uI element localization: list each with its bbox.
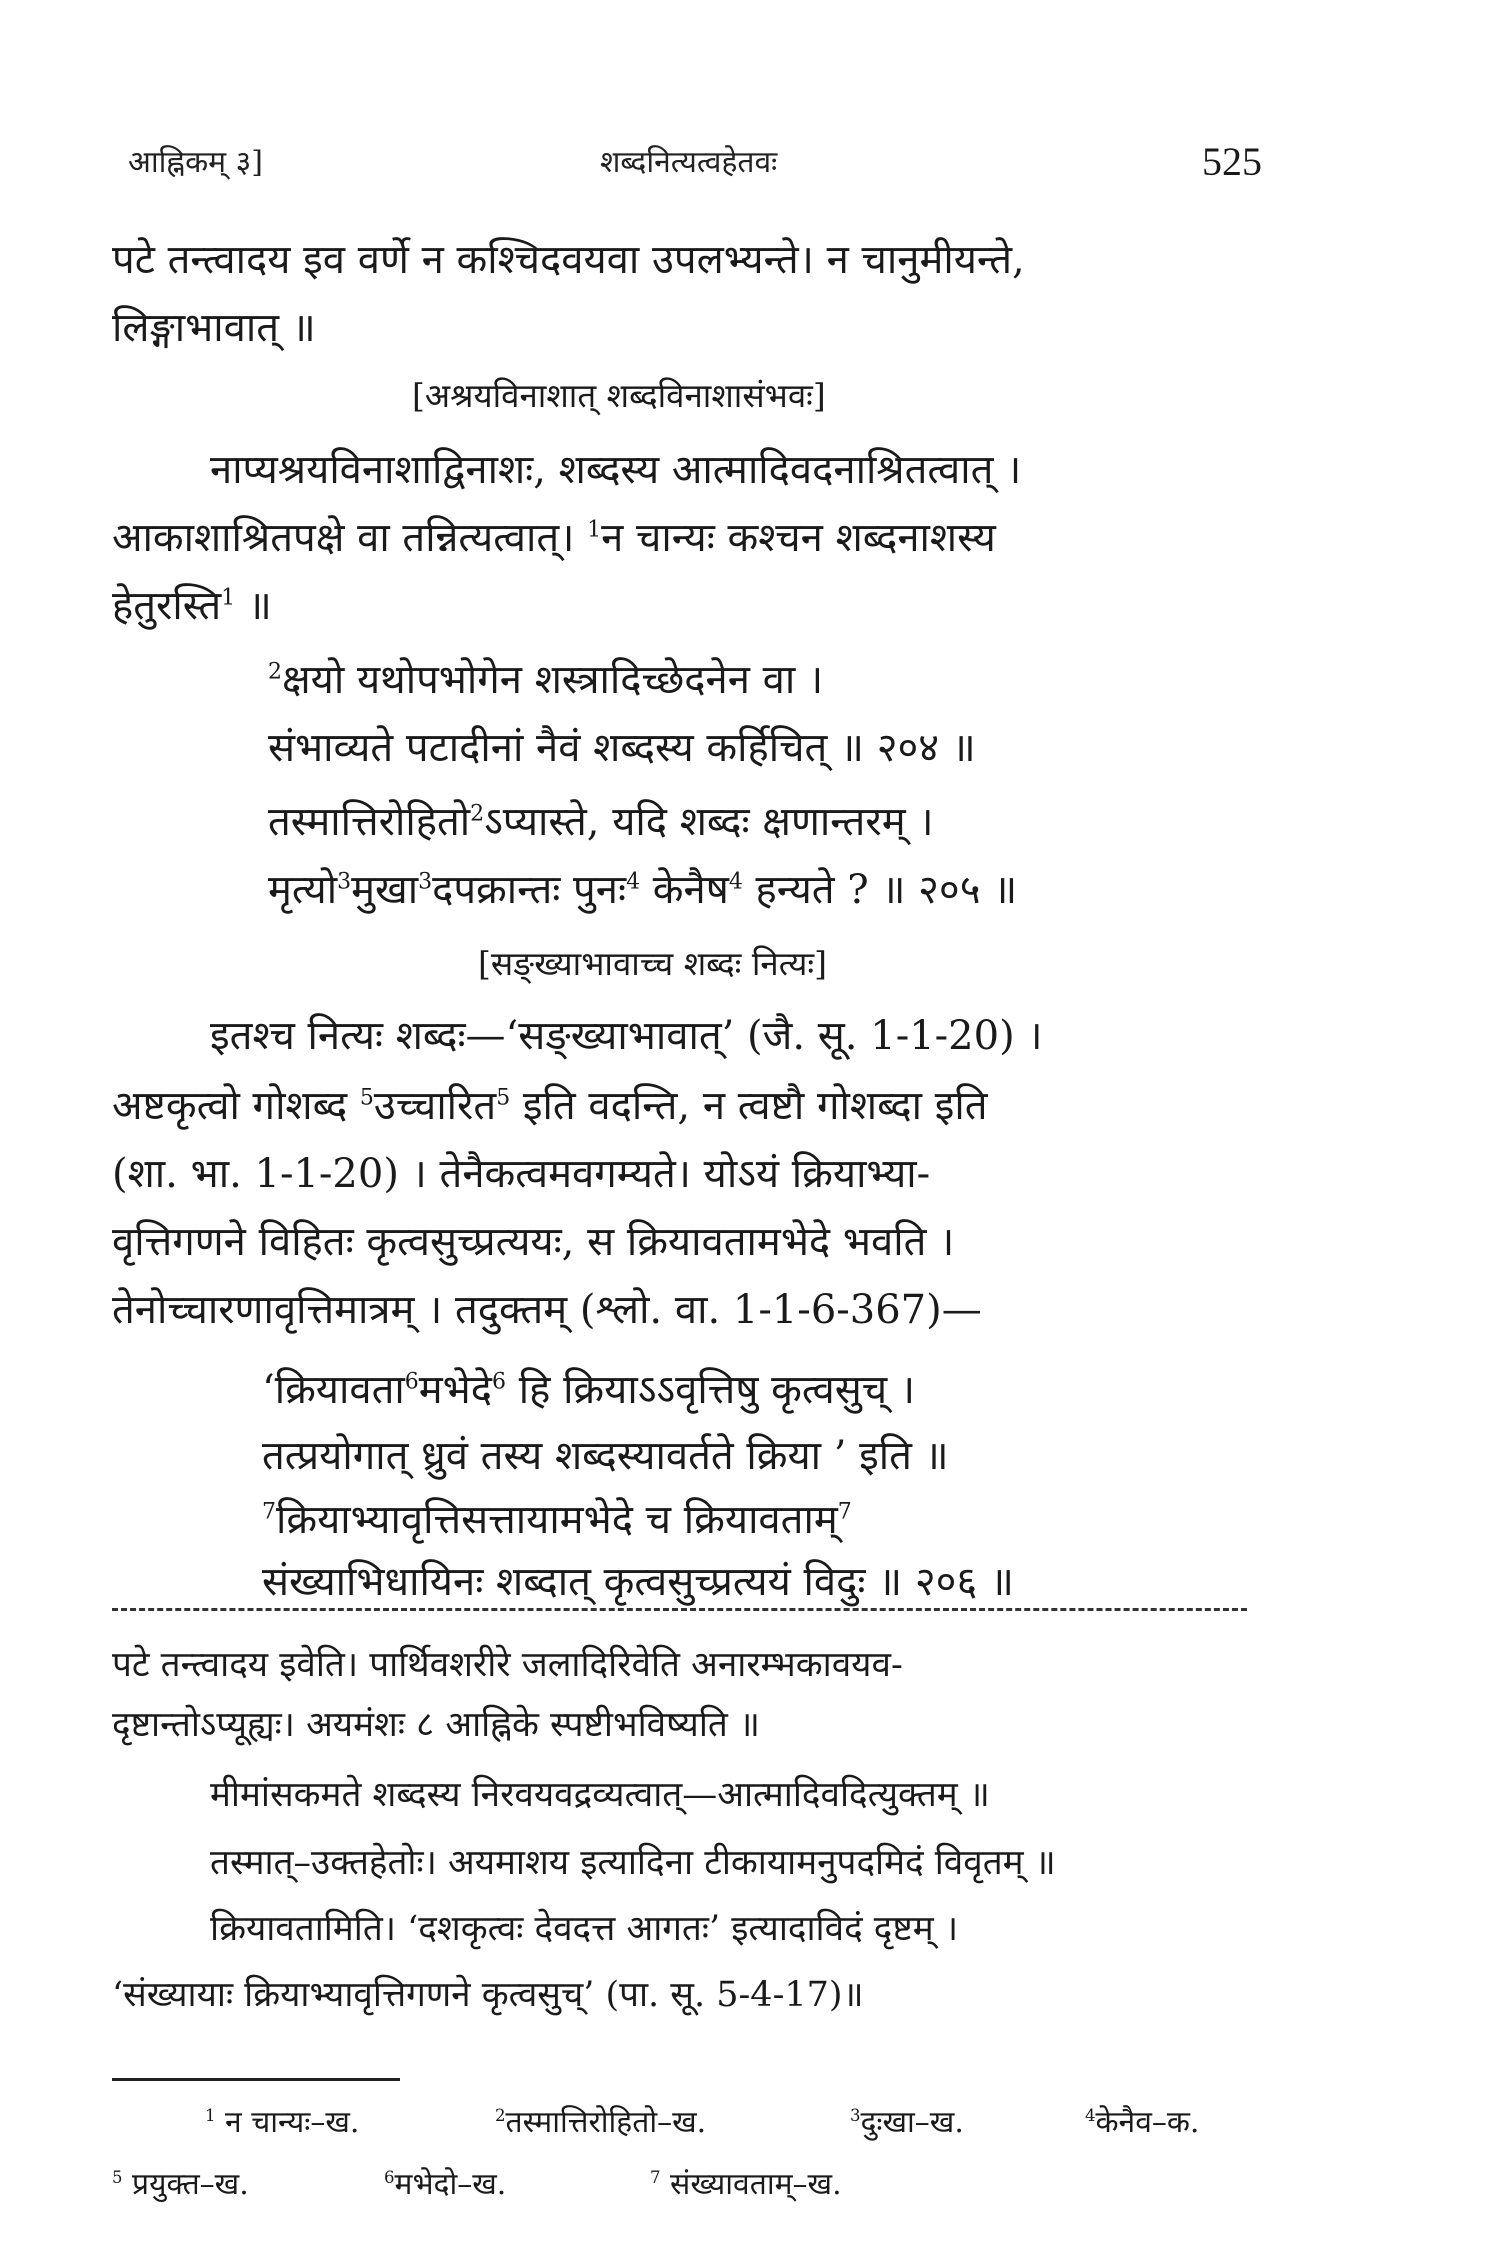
verse-line: तस्मात्तिरोहितो$^2$ऽप्यास्ते, यदि शब्दः क्षणान्तरम् । xyxy=(268,799,934,845)
footnote-marker: 2 xyxy=(470,801,485,827)
commentary-line: ‘संख्यायाः क्रियाभ्यावृत्तिगणने कृत्वसुच्’ (पा. सू. 5-4-17)॥ xyxy=(112,1975,864,2015)
footnote-marker: 5 xyxy=(496,1085,511,1111)
body-line: (शा. भा. 1-1-20) । तेनैकत्वमवगम्यते। योऽयं क्रियाभ्या- xyxy=(112,1151,931,1197)
footnote-marker: 3 xyxy=(337,869,352,895)
commentary-line: दृष्टान्तोऽप्यूह्यः। अयमंशः ८ आह्निके स्पष्टीभविष्यति ॥ xyxy=(112,1705,760,1745)
page-number: 525 xyxy=(1202,139,1262,184)
verse-line: मृत्यो$^3$मुखा$^3$दपक्रान्तः पुनः$^4$ केनैष$^4$ हन्यते ? ॥ २०५ ॥ xyxy=(268,867,1018,913)
footnote-marker: 6 xyxy=(404,1369,419,1395)
running-header-left: आह्निकम् ३] xyxy=(128,145,263,180)
footnote: $^4$केनैव–क. xyxy=(1085,2105,1200,2140)
footnote-marker: 4 xyxy=(728,869,743,895)
body-line: पटे तन्त्वादय इव वर्णे न कश्चिदवयवा उपलभ्यन्ते। न चानुमीयन्ते, xyxy=(112,237,1025,283)
verse-line: $^2$क्षयो यथोपभोगेन शस्त्रादिच्छेदनेन वा । xyxy=(268,657,824,703)
body-line: इतश्च नित्यः शब्दः—‘सङ्ख्याभावात्’ (जै. सू. 1-1-20) । xyxy=(210,1013,1043,1059)
verse-line: तत्प्रयोगात् ध्रुवं तस्य शब्दस्यावर्तते क्रिया ’ इति ॥ xyxy=(262,1433,949,1479)
footnote: $^7$ संख्यावताम्–ख. xyxy=(650,2167,842,2202)
commentary-divider xyxy=(112,1608,1247,1611)
footnote-marker: 1 xyxy=(587,517,602,543)
commentary-line: क्रियावतामिति। ‘दशकृत्वः देवदत्त आगतः’ इत्यादाविदं दृष्टम् । xyxy=(210,1909,959,1949)
body-line: आकाशाश्रितपक्षे वा तन्नित्यत्वात्। $^1$न चान्यः कश्चन शब्दनाशस्य xyxy=(112,515,996,561)
commentary-line: पटे तन्त्वादय इवेति। पार्थिवशरीरे जलादिरिवेति अनारम्भकावयव- xyxy=(112,1645,903,1685)
body-line: वृत्तिगणने विहितः कृत्वसुच्प्रत्ययः, स क्रियावतामभेदे भवति । xyxy=(112,1219,955,1265)
verse-line: ‘क्रियावता$^6$मभेदे$^6$ हि क्रियाऽऽवृत्तिषु कृत्वसुच् । xyxy=(262,1367,916,1413)
footnote-marker: 3 xyxy=(418,869,433,895)
verse-line: $^7$क्रियाभ्यावृत्तिसत्तायामभेदे च क्रियावताम्$^7$ xyxy=(262,1497,852,1543)
section-heading: [सङ्ख्याभावाच्च शब्दः नित्यः] xyxy=(478,944,827,983)
body-line: हेतुरस्ति$^1$ ॥ xyxy=(112,583,272,629)
footnote-marker: 7 xyxy=(262,1499,276,1525)
footnote: $^1$ न चान्यः–ख. xyxy=(205,2105,360,2140)
section-heading: [अश्रयविनाशात् शब्दविनाशासंभवः] xyxy=(412,376,826,415)
footnote-marker: 6 xyxy=(492,1369,507,1395)
footnote: $^2$तस्मात्तिरोहितो–ख. xyxy=(495,2105,707,2140)
footnote-marker: 5 xyxy=(359,1085,374,1111)
footnote-marker: 4 xyxy=(626,869,641,895)
footnote: $^6$मभेदो–ख. xyxy=(384,2167,507,2202)
body-line: नाप्यश्रयविनाशाद्विनाशः, शब्दस्य आत्मादिवदनाश्रितत्वात् । xyxy=(210,447,1022,493)
verse-line: संख्याभिधायिनः शब्दात् कृत्वसुच्प्रत्ययं विदुः ॥ २०६ ॥ xyxy=(262,1559,1014,1605)
body-line: अष्टकृत्वो गोशब्द $^5$उच्चारित$^5$ इति वदन्ति, न त्वष्टौ गोशब्दा इति xyxy=(112,1083,988,1129)
body-line: लिङ्गाभावात् ॥ xyxy=(112,305,316,351)
commentary-line: तस्मात्–उक्तहेतोः। अयमाशय इत्यादिना टीकायामनुपदमिदं विवृतम् ॥ xyxy=(210,1843,1056,1883)
footnote: $^5$ प्रयुक्त–ख. xyxy=(112,2167,249,2202)
footnote-marker: 7 xyxy=(837,1499,852,1525)
footnote-marker: 2 xyxy=(268,659,282,685)
running-header-title: शब्दनित्यत्वहेतवः xyxy=(600,145,778,180)
body-line: तेनोच्चारणावृत्तिमात्रम् । तदुक्तम् (श्लो. वा. 1-1-6-367)— xyxy=(112,1287,982,1333)
commentary-line: मीमांसकमते शब्दस्य निरवयवद्रव्यत्वात्—आत्मादिवदित्युक्तम् ॥ xyxy=(210,1775,990,1815)
footnote: $^3$दुःखा–ख. xyxy=(850,2105,964,2140)
footnote-marker: 1 xyxy=(221,585,236,611)
verse-line: संभाव्यते पटादीनां नैवं शब्दस्य कर्हिचित् ॥ २०४ ॥ xyxy=(268,725,976,771)
footnote-divider xyxy=(112,2078,400,2081)
